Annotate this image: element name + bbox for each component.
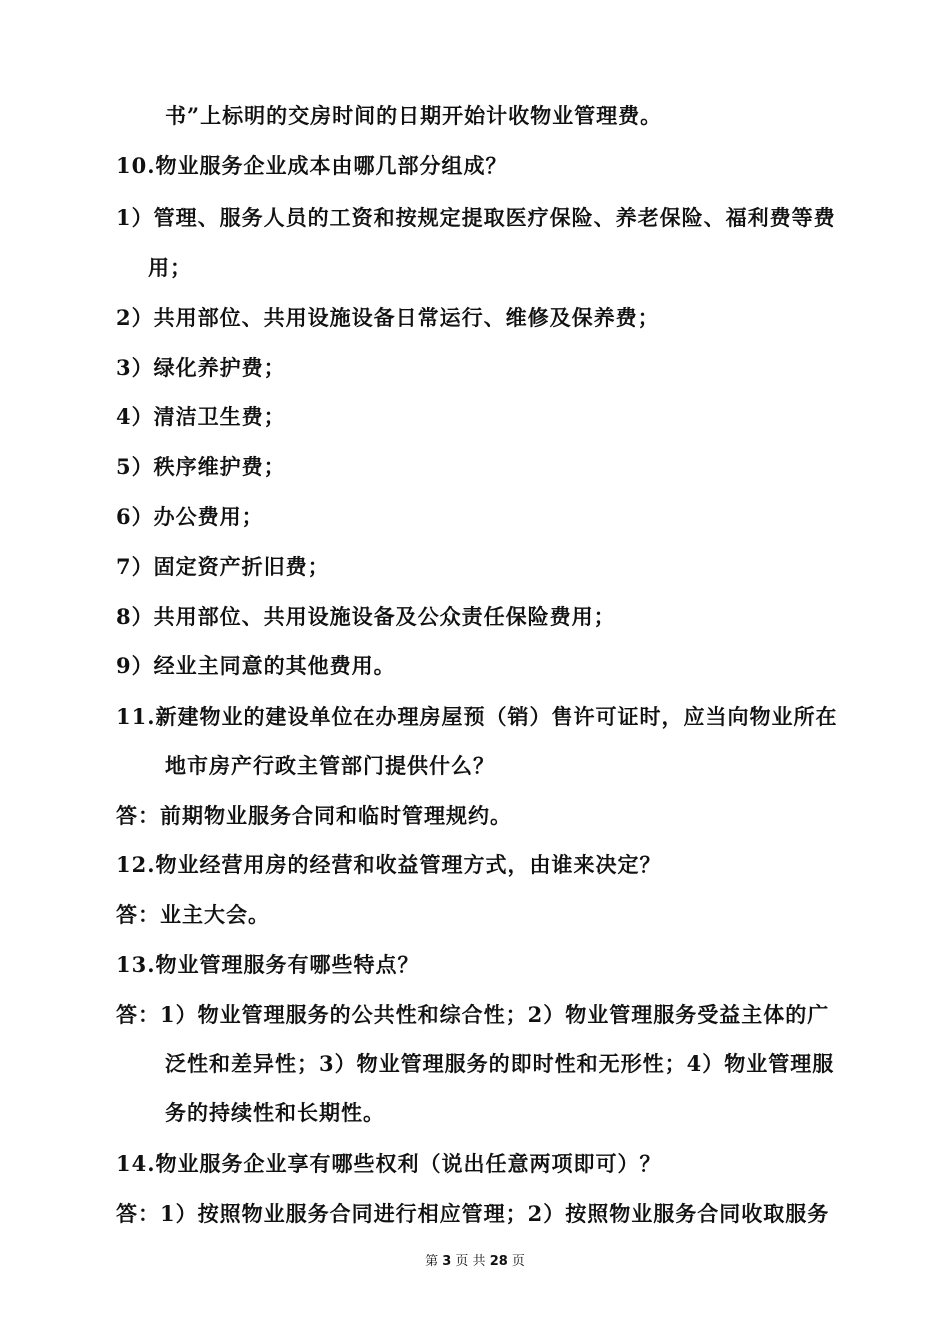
question-heading: 10.物业服务企业成本由哪几部分组成？: [116, 153, 508, 178]
footer-suffix: 页: [511, 1254, 525, 1269]
footer-middle: 页 共: [455, 1254, 486, 1269]
text-line: 书”上标明的交房时间的日期开始计收物业管理费。: [165, 103, 663, 128]
text-line: 地市房产行政主管部门提供什么？: [165, 753, 495, 778]
answer-line: 答：业主大会。: [116, 902, 270, 927]
footer-prefix: 第: [425, 1254, 439, 1269]
question-heading: 11.新建物业的建设单位在办理房屋预（销）售许可证时，应当向物业所在: [116, 704, 838, 729]
page-number: 3: [442, 1254, 452, 1269]
answer-line: 答：前期物业服务合同和临时管理规约。: [116, 803, 512, 828]
list-item: 3）绿化养护费；: [116, 355, 286, 380]
answer-line: 答：1）物业管理服务的公共性和综合性；2）物业管理服务受益主体的广: [116, 1002, 830, 1027]
list-item: 2）共用部位、共用设施设备日常运行、维修及保养费；: [116, 305, 660, 330]
answer-line: 答：1）按照物业服务合同进行相应管理；2）按照物业服务合同收取服务: [116, 1201, 830, 1226]
list-item: 6）办公费用；: [116, 504, 264, 529]
question-heading: 13.物业管理服务有哪些特点？: [116, 952, 420, 977]
list-item: 8）共用部位、共用设施设备及公众责任保险费用；: [116, 604, 616, 629]
page-footer: [0, 1250, 950, 1269]
text-line: 泛性和差异性；3）物业管理服务的即时性和无形性；4）物业管理服: [165, 1051, 835, 1076]
list-item: 5）秩序维护费；: [116, 454, 286, 479]
text-line: 用；: [148, 255, 192, 280]
list-item: 4）清洁卫生费；: [116, 404, 286, 429]
question-heading: 12.物业经营用房的经营和收益管理方式，由谁来决定？: [116, 852, 662, 877]
list-item: 1）管理、服务人员的工资和按规定提取医疗保险、养老保险、福利费等费: [116, 205, 836, 230]
list-item: 9）经业主同意的其他费用。: [116, 653, 396, 678]
text-line: 务的持续性和长期性。: [165, 1100, 385, 1125]
question-heading: 14.物业服务企业享有哪些权利（说出任意两项即可）？: [116, 1151, 662, 1176]
list-item: 7）固定资产折旧费；: [116, 554, 330, 579]
page-total: 28: [489, 1254, 508, 1269]
